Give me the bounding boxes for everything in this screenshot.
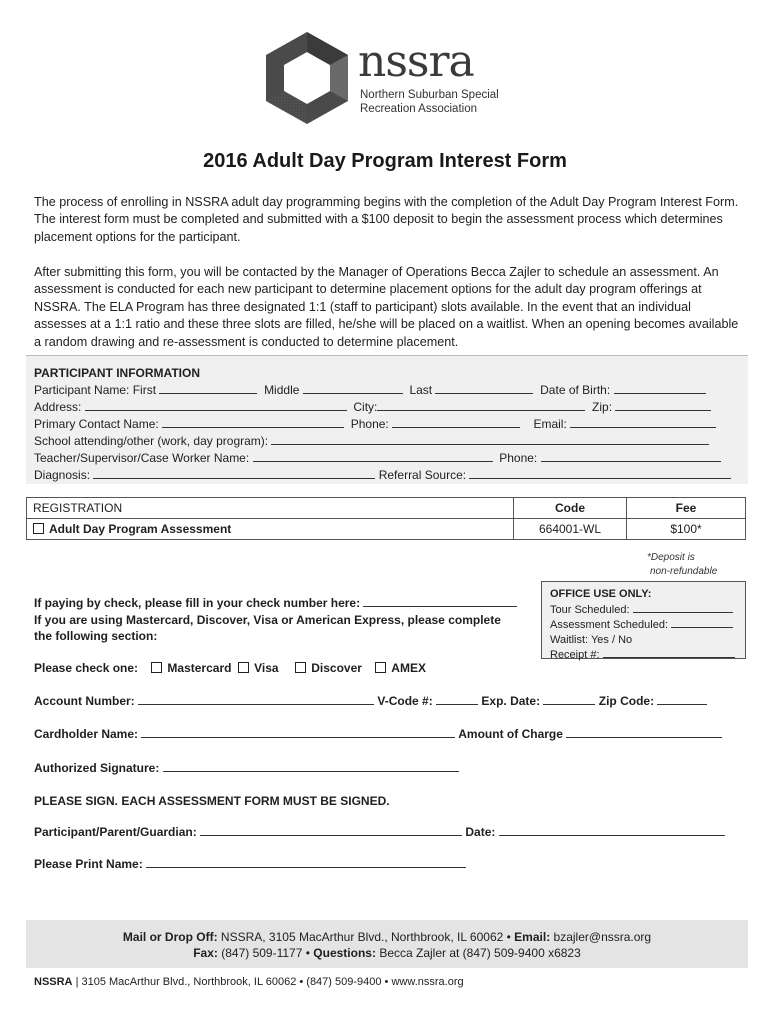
intro-paragraph-2: After submitting this form, you will be contacted by the Manager of Operations Becca Zajler to schedule an assessment. An assessment is conducted for each new participant to determine placement options for the adult day program offerings at NSSRA. The ELA Program has three designated 1:1 (staff to participant) slots available. In the event that an individual assesses at a 1:1 ratio and these three slots are filled, he/she will be placed on a waitlist. When an opening becomes available a random drawing and re-assessment is conducted to determine placement. bbox=[34, 265, 739, 349]
deposit-note: *Deposit is non-refundable bbox=[647, 552, 718, 577]
teacher-phone-field[interactable] bbox=[541, 451, 721, 462]
diagnosis-row: Diagnosis: Referral Source: bbox=[34, 468, 731, 482]
receipt-field[interactable] bbox=[603, 647, 735, 658]
account-number-field[interactable] bbox=[138, 694, 374, 705]
mail-drop-off-box bbox=[26, 920, 748, 968]
page-footer: NSSRA | 3105 MacArthur Blvd., Northbrook, IL 60062 • (847) 509-9400 • www.nssra.org bbox=[34, 976, 464, 988]
date-field[interactable] bbox=[499, 825, 725, 836]
participant-name-row: Participant Name: First Middle Last Date of Birth: bbox=[34, 383, 706, 397]
form-title: 2016 Adult Day Program Interest Form bbox=[203, 150, 567, 172]
zip-field[interactable] bbox=[615, 400, 711, 411]
card-zip-field[interactable] bbox=[657, 694, 707, 705]
last-name-field[interactable] bbox=[435, 383, 533, 394]
cardholder-row: Cardholder Name: Amount of Charge bbox=[34, 727, 722, 741]
brand-subtitle: Northern Suburban Special Recreation Association bbox=[360, 89, 499, 115]
guardian-row: Participant/Parent/Guardian: Date: bbox=[34, 825, 725, 839]
cardholder-name-field[interactable] bbox=[141, 727, 455, 738]
teacher-field[interactable] bbox=[253, 451, 493, 462]
vcode-field[interactable] bbox=[436, 694, 478, 705]
check-number-row: If paying by check, please fill in your check number here: bbox=[34, 596, 517, 610]
primary-contact-field[interactable] bbox=[162, 417, 344, 428]
table-row bbox=[27, 519, 746, 540]
authorized-signature-field[interactable] bbox=[163, 761, 459, 772]
nssra-logo-icon bbox=[262, 30, 352, 126]
card-type-row: Please check one: Mastercard Visa Discover AMEX bbox=[34, 661, 426, 675]
tour-field[interactable] bbox=[633, 602, 733, 613]
mastercard-checkbox[interactable] bbox=[151, 662, 162, 673]
discover-checkbox[interactable] bbox=[295, 662, 306, 673]
email-field[interactable] bbox=[570, 417, 716, 428]
amex-checkbox[interactable] bbox=[375, 662, 386, 673]
visa-checkbox[interactable] bbox=[238, 662, 249, 673]
registration-header: REGISTRATION bbox=[27, 498, 514, 519]
dob-field[interactable] bbox=[614, 383, 706, 394]
participant-heading: PARTICIPANT INFORMATION bbox=[34, 366, 200, 380]
card-instructions: If you are using Mastercard, Discover, Visa or American Express, please complete the following section: bbox=[34, 613, 501, 643]
diagnosis-field[interactable] bbox=[93, 468, 375, 479]
address-row: Address: City: Zip: bbox=[34, 400, 711, 414]
email-link[interactable]: bzajler@nssra.org bbox=[553, 930, 652, 944]
registration-table bbox=[26, 497, 746, 540]
code-header: Code bbox=[514, 498, 627, 519]
assessment-checkbox[interactable] bbox=[33, 523, 44, 534]
intro-paragraph-1: The process of enrolling in NSSRA adult day programming begins with the completion of the Adult Day Program Interest Form. The interest form must be completed and submitted with a $100 deposit to begin the assessment process which determines placement options for the participant. bbox=[34, 195, 739, 244]
participant-info-section bbox=[26, 355, 748, 484]
teacher-row: Teacher/Supervisor/Case Worker Name: Phone: bbox=[34, 451, 721, 465]
check-number-field[interactable] bbox=[363, 596, 517, 607]
print-name-row: Please Print Name: bbox=[34, 857, 466, 871]
first-name-field[interactable] bbox=[159, 383, 257, 394]
print-name-field[interactable] bbox=[146, 857, 466, 868]
please-sign-notice: PLEASE SIGN. EACH ASSESSMENT FORM MUST BE SIGNED. bbox=[34, 794, 390, 808]
brand-name: nssra bbox=[358, 36, 474, 87]
school-row: School attending/other (work, day program): bbox=[34, 434, 709, 448]
guardian-signature-field[interactable] bbox=[200, 825, 462, 836]
item-fee: $100* bbox=[627, 519, 746, 540]
table-header-row bbox=[27, 498, 746, 519]
school-field[interactable] bbox=[271, 434, 709, 445]
waitlist-row: Waitlist: Yes / No bbox=[550, 633, 633, 646]
assessment-item: Adult Day Program Assessment bbox=[27, 519, 514, 540]
fax-line: Fax: (847) 509-1177 • Questions: Becca Zajler at (847) 509-9400 x6823 bbox=[193, 946, 581, 960]
office-use-box bbox=[541, 581, 746, 659]
assessment-scheduled-row: Assessment Scheduled: bbox=[550, 617, 745, 633]
exp-date-field[interactable] bbox=[543, 694, 595, 705]
amount-field[interactable] bbox=[566, 727, 722, 738]
contact-row: Primary Contact Name: Phone: Email: bbox=[34, 417, 716, 431]
assessment-scheduled-field[interactable] bbox=[671, 617, 733, 628]
signature-row: Authorized Signature: bbox=[34, 761, 459, 775]
account-row: Account Number: V-Code #: Exp. Date: Zip Code: bbox=[34, 694, 707, 708]
middle-name-field[interactable] bbox=[303, 383, 403, 394]
phone-field[interactable] bbox=[392, 417, 520, 428]
referral-field[interactable] bbox=[469, 468, 731, 479]
address-field[interactable] bbox=[85, 400, 347, 411]
fee-header: Fee bbox=[627, 498, 746, 519]
city-field[interactable] bbox=[377, 400, 585, 411]
office-heading: OFFICE USE ONLY: bbox=[550, 588, 652, 600]
receipt-row: Receipt #: bbox=[550, 647, 745, 663]
tour-scheduled-row: Tour Scheduled: bbox=[550, 602, 745, 618]
mail-line: Mail or Drop Off: NSSRA, 3105 MacArthur Blvd., Northbrook, IL 60062 • Email: bzajler@nssra.org bbox=[122, 930, 652, 944]
item-code: 664001-WL bbox=[514, 519, 627, 540]
